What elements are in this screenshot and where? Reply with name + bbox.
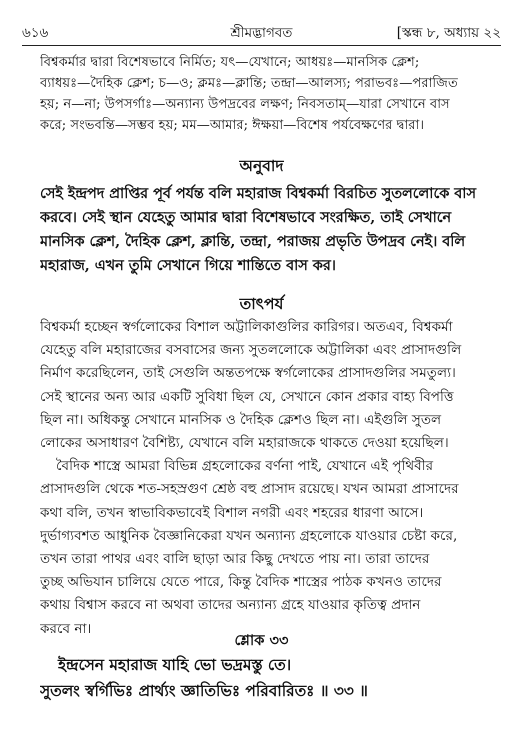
purport-line: কথা বলি, তখন স্বাভাবিকভাবেই বিশাল নগরী এবং শহরের ধারণা আসে। [40, 504, 424, 521]
purport-text [40, 316, 501, 641]
translation-line: মহারাজ, এখন তুমি সেখানে গিয়ে শান্তিতে বাস কর। [40, 257, 336, 274]
verse-number: শ্লোক ৩৩ [234, 632, 289, 649]
word-meanings [40, 52, 501, 136]
purport-line: যেহেতু বলি মহারাজের বসবাসের জন্য সুতললোকে অট্টালিকা এবং প্রাসাদগুলি [40, 342, 462, 359]
translation-heading: অনুবাদ [239, 156, 284, 175]
purport-line: তখন তারা পাথর এবং বালি ছাড়া আর কিছু দেখতে পায় না। তারা তাদের [40, 551, 430, 568]
translation-text [40, 182, 501, 278]
purport-line: লোকের অসাধারণ বৈশিষ্ট্য, যেখানে বলি মহারাজকে থাকতে দেওয়া হয়েছিল। [40, 435, 449, 452]
page-header [22, 22, 501, 44]
purport-line: ছিল না। অধিকন্তু সেখানে মানসিক ও দৈহিক ক্লেশও ছিল না। এইগুলি সুতল [40, 411, 442, 428]
word-meanings-line: করে; সংভবন্তি—সম্ভব হয়; মম—আমার; ঈক্ষয়া—বিশেষ পর্যবেক্ষণের দ্বারা। [40, 118, 425, 133]
canto-chapter-label: [স্কন্ধ ৮, অধ্যায় ২২ [396, 25, 501, 41]
word-meanings-line: বিশ্বকর্মার দ্বারা বিশেষভাবে নির্মিত; যৎ—যেখানে; আধয়ঃ—মানসিক ক্লেশ; [40, 55, 420, 70]
purport-line: সেই স্থানের অন্য আর একটি সুবিধা ছিল যে, সেখানে কোন প্রকার বাহ্য বিপত্তি [40, 388, 454, 405]
translation-line: সেই ইন্দ্রপদ প্রাপ্তির পূর্ব পর্যন্ত বলি মহারাজ বিশ্বকর্মা বিরচিত সুতললোকে বাস [40, 185, 476, 202]
purport-line: প্রাসাদগুলি থেকে শত-সহস্রগুণ শ্রেষ্ঠ বহু প্রাসাদ রয়েছে। যখন আমরা প্রাসাদের [40, 481, 459, 498]
verse-line: সুতলং স্বর্গিভিঃ প্রার্থ্যং জ্ঞাতিভিঃ পরিবারিতঃ ॥ ৩৩ ॥ [40, 682, 368, 700]
purport-heading: তাৎপর্য [239, 294, 284, 313]
book-title: শ্রীমদ্ভাগবত [230, 25, 293, 41]
header-divider [22, 45, 501, 46]
translation-line: মানসিক ক্লেশ, দৈহিক ক্লেশ, ক্লান্তি, তন্দ্রা, পরাজয় প্রভৃতি উপদ্রব নেই। বলি [40, 233, 466, 250]
purport-line: করবে না। [40, 620, 92, 637]
translation-line: করবে। সেই স্থান যেহেতু আমার দ্বারা বিশেষভাবে সংরক্ষিত, তাই সেখানে [40, 209, 452, 226]
page-number: ৬১৬ [22, 25, 49, 41]
verse-line: ইন্দ্রসেন মহারাজ যাহি ভো ভদ্রমস্তু তে। [58, 656, 292, 674]
purport-line: দুর্ভাগ্যবশত আধুনিক বৈজ্ঞানিকেরা যখন অন্যান্য গ্রহলোকে যাওয়ার চেষ্টা করে, [40, 527, 458, 544]
purport-line: বৈদিক শাস্ত্রে আমরা বিভিন্ন গ্রহলোকের বর্ণনা পাই, যেখানে এই পৃথিবীর [56, 458, 434, 475]
purport-line: নির্মাণ করেছিলেন, তাই সেগুলি অন্ততপক্ষে স্বর্গলোকের প্রাসাদগুলির সমতুল্য। [40, 365, 456, 382]
purport-line: কথায় বিশ্বাস করবে না অথবা তাদের অন্যান্য গ্রহে যাওয়ার কৃতিত্ব প্রদান [40, 597, 421, 614]
word-meanings-line: হয়; ন—না; উপসর্গাঃ—অন্যান্য উপদ্রবের লক্ষণ; নিবসতাম্—যারা সেখানে বাস [40, 97, 450, 112]
purport-line: তুচ্ছ অভিযান চালিয়ে যেতে পারে, কিন্তু বৈদিক শাস্ত্রের পাঠক কখনও তাদের [40, 574, 442, 591]
word-meanings-line: ব্যাধয়ঃ—দৈহিক ক্লেশ; চ—ও; ক্লমঃ—ক্লান্তি; তন্দ্রা—আলস্য; পরাভবঃ—পরাজিত [40, 76, 458, 91]
sanskrit-verse [40, 652, 501, 704]
purport-line: বিশ্বকর্মা হচ্ছেন স্বর্গলোকের বিশাল অট্টালিকাগুলির কারিগর। অতএব, বিশ্বকর্মা [40, 319, 453, 335]
